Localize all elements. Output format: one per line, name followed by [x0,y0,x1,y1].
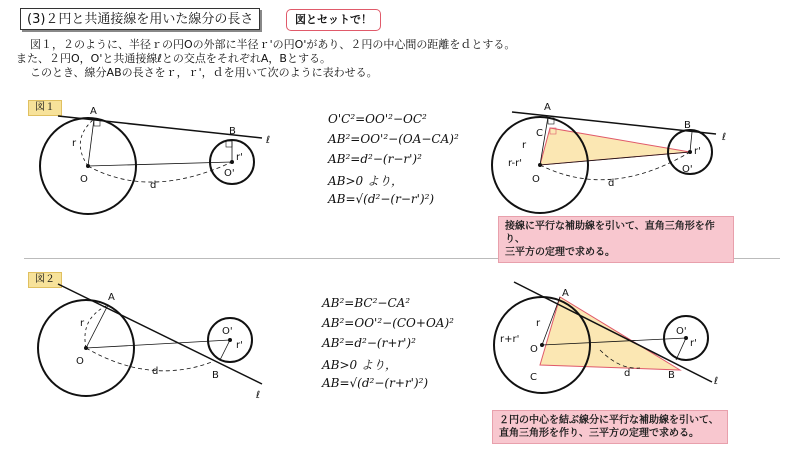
label-B-2: B [684,120,691,131]
label-A: A [90,106,97,117]
label-O-4: O [530,344,538,355]
label-d-2: d [608,178,615,189]
label-d-4: d [624,368,631,379]
fig1-right-diagram [492,102,726,213]
d-brace-3 [86,348,212,371]
label-r-4: r [536,318,541,329]
fig1-note-line-1: 接線に平行な補助線を引いて、直角三角形を作り、 [505,221,715,245]
label-r-minus: r-r' [508,158,522,169]
label-O: O [80,174,88,185]
label-rp-2: r' [694,146,701,157]
label-A-3: A [108,292,115,303]
radius-OA [88,119,94,166]
label-r-plus: r+r' [500,334,520,345]
point-Op [230,160,234,164]
fig2-eq-2: AB²=OO'²−(CO+OA)² [322,316,454,330]
point-O [86,164,90,168]
intro-line-3: このとき、線分ABの長さをｒ，ｒ'，ｄを用いて次のように表わせる。 [30,66,378,79]
label-l: ℓ [266,135,271,146]
fig2-note-line-2: 直角三角形を作り、三平方の定理で求める。 [499,428,699,439]
label-l-4: ℓ [714,376,719,387]
label-B-3: B [212,370,219,381]
fig1-eq-4: AB>0 より， [328,174,403,188]
label-l-2: ℓ [722,132,727,143]
hint-badge: 図とセットで！ [286,9,381,31]
fig1-left-diagram [40,106,270,214]
section-heading: (3)２円と共通接線を用いた線分の長さ [20,8,260,30]
radius-OA-3 [86,305,108,348]
label-r-2: r [522,140,527,151]
label-r: r [72,138,77,149]
label-rp: r' [236,152,243,163]
label-Op-3: O' [222,326,233,337]
point-O-2 [538,163,542,167]
label-Op-4: O' [676,326,687,337]
fig2-note-line-1: ２円の中心を結ぶ線分に平行な補助線を引いて、 [499,415,719,426]
label-B-4: B [668,370,675,381]
fig1-eq-1: O'C²=OO'²−OC² [328,112,427,126]
figure-1-tag: 図１ [28,100,62,116]
radius-OpB-2 [690,132,692,152]
label-d-3: d [152,366,159,377]
intro-line-1: 図１，２のように、半径ｒの円Oの外部に半径ｒ'の円O'があり、２円の中心間の距離をｄとする。 [30,38,516,51]
fig2-right-diagram [494,282,718,393]
label-C-2: C [530,372,537,383]
fig2-eq-5: AB=√(d²−(r+r')²) [322,376,429,390]
fig1-note-line-2: 三平方の定理で求める。 [505,247,615,258]
label-C: C [536,128,543,139]
label-d: d [150,180,157,191]
point-O-3 [84,346,88,350]
radius-OpB-4 [676,338,686,360]
label-O-2: O [532,174,540,185]
right-angle-B [226,141,232,147]
fig2-eq-1: AB²=BC²−CA² [322,296,411,310]
label-rp-3: r' [236,340,243,351]
right-triangle-2 [540,297,680,370]
label-Op: O' [224,168,235,179]
fig2-left-diagram [38,284,262,401]
point-Op-3 [228,338,232,342]
label-rp-4: r' [690,338,697,349]
fig1-eq-3: AB²=d²−(r−r')² [328,152,422,166]
label-B: B [229,126,236,137]
radius-OpB-3 [220,340,230,360]
label-r-3: r [80,318,85,329]
label-A-4: A [562,288,569,299]
label-O-3: O [76,356,84,367]
fig2-eq-4: AB>0 より， [322,358,397,372]
r-brace [80,119,94,166]
point-O-4 [540,343,544,347]
point-Op-2 [688,150,692,154]
fig2-eq-3: AB²=d²−(r+r')² [322,336,416,350]
figure-2-tag: 図２ [28,272,62,288]
label-A-2: A [544,102,551,113]
right-triangle [540,128,690,165]
label-Op-2: O' [682,164,693,175]
fig1-eq-2: AB²=OO'²−(OA−CA)² [328,132,459,146]
fig1-eq-5: AB=√(d²−(r−r')²) [328,192,435,206]
intro-line-2: また、２円O，O'と共通接線ℓとの交点をそれぞれA，Bとする。 [16,52,331,65]
label-l-3: ℓ [256,390,261,401]
